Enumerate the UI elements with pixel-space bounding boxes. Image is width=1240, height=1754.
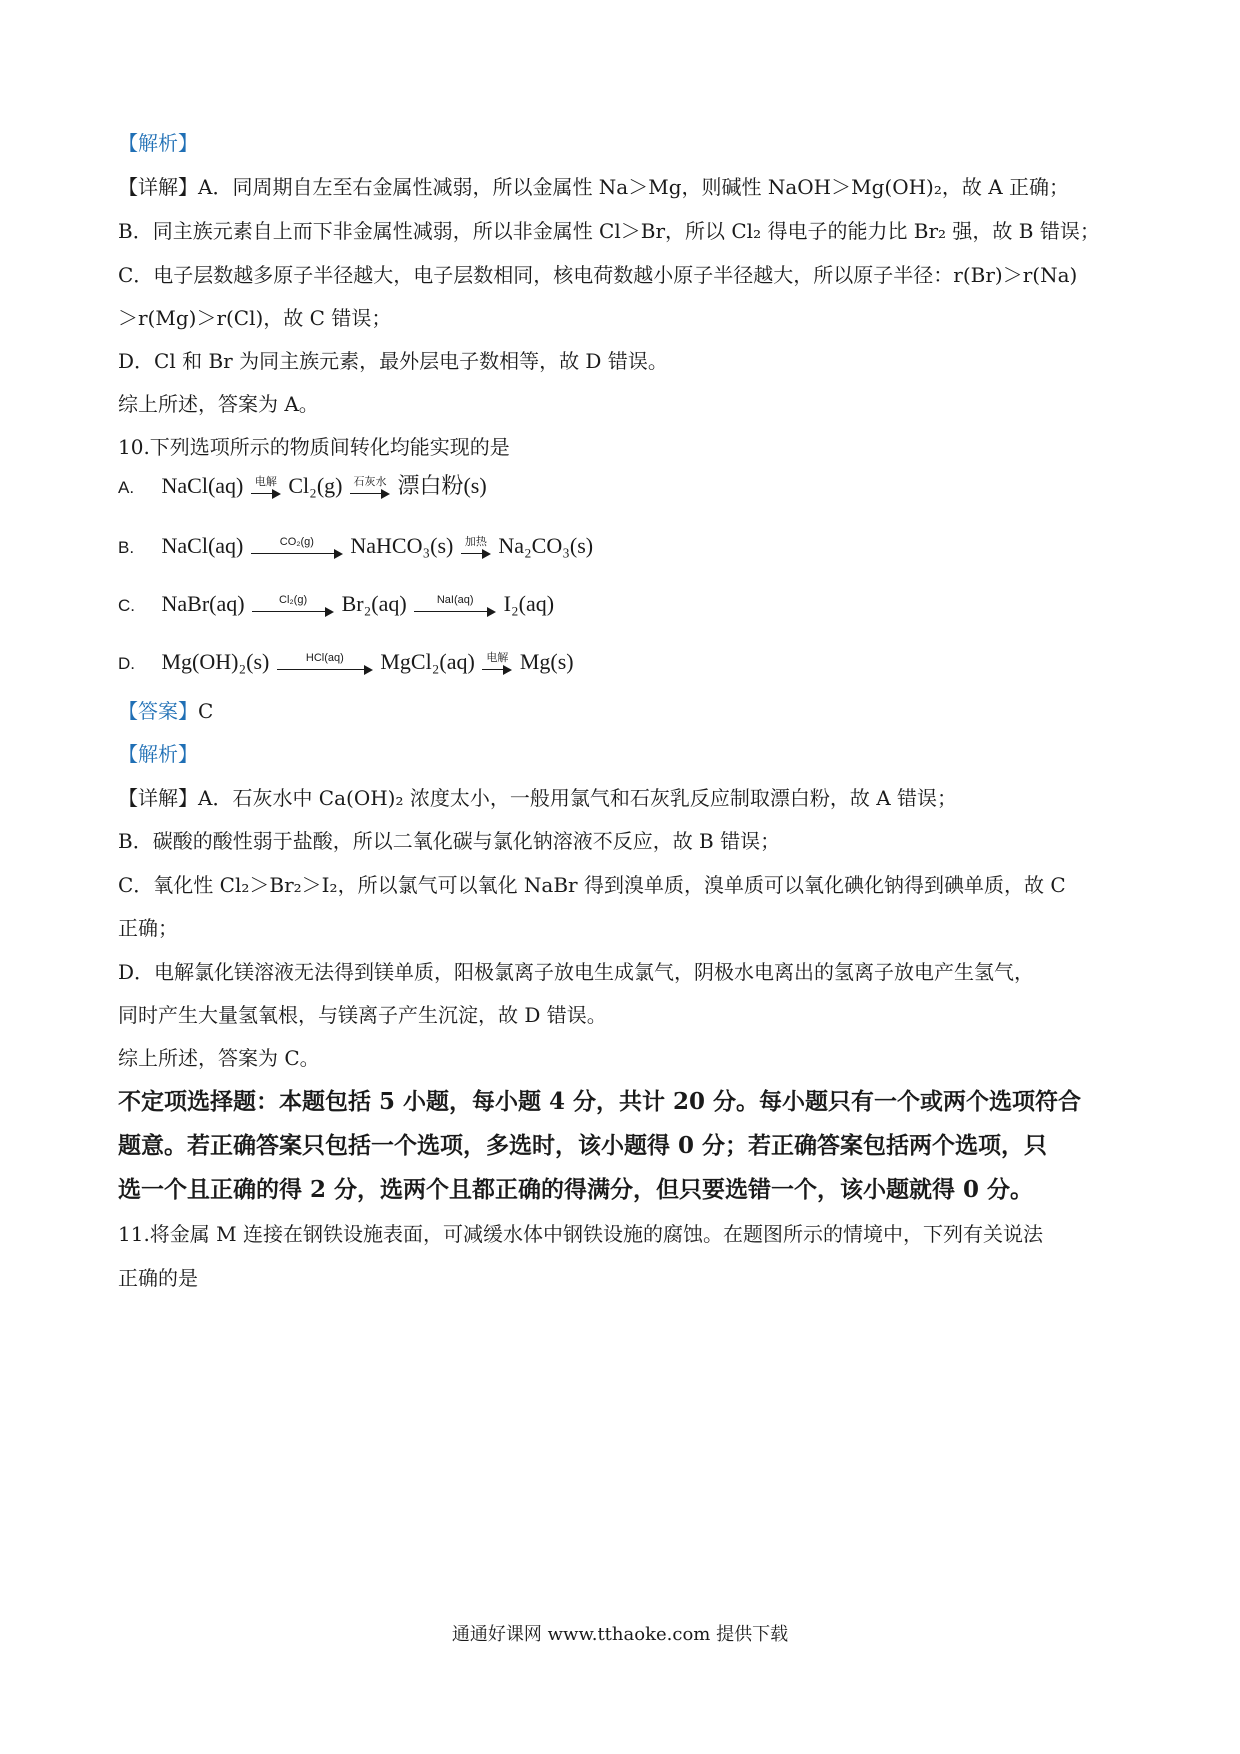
arrow-condition: HCl(aq) xyxy=(305,652,344,665)
question-11: 11.将金属 M 连接在钢铁设施表面，可减缓水体中钢铁设施的腐蚀。在题图所示的情境中，下列有关说法 xyxy=(118,1222,1043,1246)
intermediate: MgCl₂(aq) xyxy=(380,649,475,674)
reactant: NaBr(aq) xyxy=(161,591,245,616)
analysis-line-c-cont: ＞r(Mg)＞r(Cl)，故 C 错误； xyxy=(118,306,392,330)
analysis-line-c: C．电子层数越多原子半径越大，电子层数相同，核电荷数越小原子半径越大，所以原子半径：r(Br)＞r(Na) xyxy=(118,263,1078,287)
analysis2-line-d: D．电解氯化镁溶液无法得到镁单质，阳极氯离子放电生成氯气，阴极水电离出的氢离子放电产生氢气， xyxy=(118,960,1035,984)
intermediate: NaHCO₃(s) xyxy=(350,533,454,558)
arrow-condition: 电解 xyxy=(486,652,509,665)
option-letter: C. xyxy=(118,596,135,615)
product: I₂(aq) xyxy=(503,591,555,616)
section-instruction-2: 题意。若正确答案只包括一个选项，多选时，该小题得 0 分；若正确答案包括两个选项，只 xyxy=(118,1132,1048,1159)
analysis-summary: 综上所述，答案为 A。 xyxy=(118,392,319,416)
reaction-arrow xyxy=(251,536,343,559)
analysis2-line-c-cont: 正确； xyxy=(118,916,178,940)
reaction-arrow xyxy=(251,476,281,499)
arrow-condition: 电解 xyxy=(254,476,277,489)
answer-line xyxy=(118,696,213,726)
reactant: Mg(OH)₂(s) xyxy=(161,649,270,674)
option-a xyxy=(118,470,487,504)
option-b xyxy=(118,530,593,564)
analysis2-line-b: B．碳酸的酸性弱于盐酸，所以二氧化碳与氯化钠溶液不反应，故 B 错误； xyxy=(118,829,781,853)
section-instruction-3: 选一个且正确的得 2 分，选两个且都正确的得满分，但只要选错一个，该小题就得 0 分。 xyxy=(118,1176,1034,1203)
reactant: NaCl(aq) xyxy=(161,533,244,558)
reaction-arrow xyxy=(350,476,390,499)
page-footer: 通通好课网 www.tthaoke.com 提供下载 xyxy=(451,1624,789,1645)
analysis-heading-2: 【解析】 xyxy=(118,742,198,766)
analysis-line-a: 【详解】A．同周期自左至右金属性减弱，所以金属性 Na＞Mg，则碱性 NaOH＞Mg(OH)₂，故 A 正确； xyxy=(118,175,1070,199)
answer-label: 【答案】 xyxy=(118,699,198,723)
option-c xyxy=(118,588,554,622)
product: Na₂CO₃(s) xyxy=(498,533,594,558)
reaction-arrow xyxy=(482,652,512,675)
answer-value: C xyxy=(198,699,214,723)
analysis-heading: 【解析】 xyxy=(118,131,198,155)
reaction-arrow xyxy=(414,594,496,617)
question-10: 10.下列选项所示的物质间转化均能实现的是 xyxy=(118,435,510,459)
analysis2-line-c: C．氧化性 Cl₂＞Br₂＞I₂，所以氯气可以氧化 NaBr 得到溴单质，溴单质可以氧化碘化钠得到碘单质，故 C xyxy=(118,873,1066,897)
reaction-arrow xyxy=(252,594,334,617)
analysis-line-b: B．同主族元素自上而下非金属性减弱，所以非金属性 Cl＞Br，所以 Cl₂ 得电子的能力比 Br₂ 强，故 B 错误； xyxy=(118,219,1100,243)
analysis2-line-a: 【详解】A．石灰水中 Ca(OH)₂ 浓度太小，一般用氯气和石灰乳反应制取漂白粉，故 A 错误； xyxy=(118,786,958,810)
option-letter: A. xyxy=(118,478,135,497)
product: 漂白粉(s) xyxy=(397,473,487,498)
reaction-arrow xyxy=(461,536,491,559)
question-11-cont: 正确的是 xyxy=(118,1266,198,1290)
arrow-condition: 石灰水 xyxy=(353,476,387,489)
arrow-condition: NaI(aq) xyxy=(436,594,474,607)
intermediate: Cl₂(g) xyxy=(288,473,343,498)
section-instruction-1: 不定项选择题：本题包括 5 小题，每小题 4 分，共计 20 分。每小题只有一个或两个选项符合 xyxy=(118,1088,1082,1115)
arrow-condition: Cl₂(g) xyxy=(279,594,308,607)
arrow-condition: 加热 xyxy=(464,536,487,549)
analysis2-line-d-cont: 同时产生大量氢氧根，与镁离子产生沉淀，故 D 错误。 xyxy=(118,1003,607,1027)
option-d xyxy=(118,646,574,680)
product: Mg(s) xyxy=(519,649,574,674)
reactant: NaCl(aq) xyxy=(161,473,244,498)
intermediate: Br₂(aq) xyxy=(341,591,407,616)
analysis-line-d: D．Cl 和 Br 为同主族元素，最外层电子数相等，故 D 错误。 xyxy=(118,349,668,373)
analysis2-summary: 综上所述，答案为 C。 xyxy=(118,1046,320,1070)
reaction-arrow xyxy=(277,652,373,675)
option-letter: D. xyxy=(118,654,135,673)
option-letter: B. xyxy=(118,538,135,557)
arrow-condition: CO₂(g) xyxy=(279,536,314,549)
